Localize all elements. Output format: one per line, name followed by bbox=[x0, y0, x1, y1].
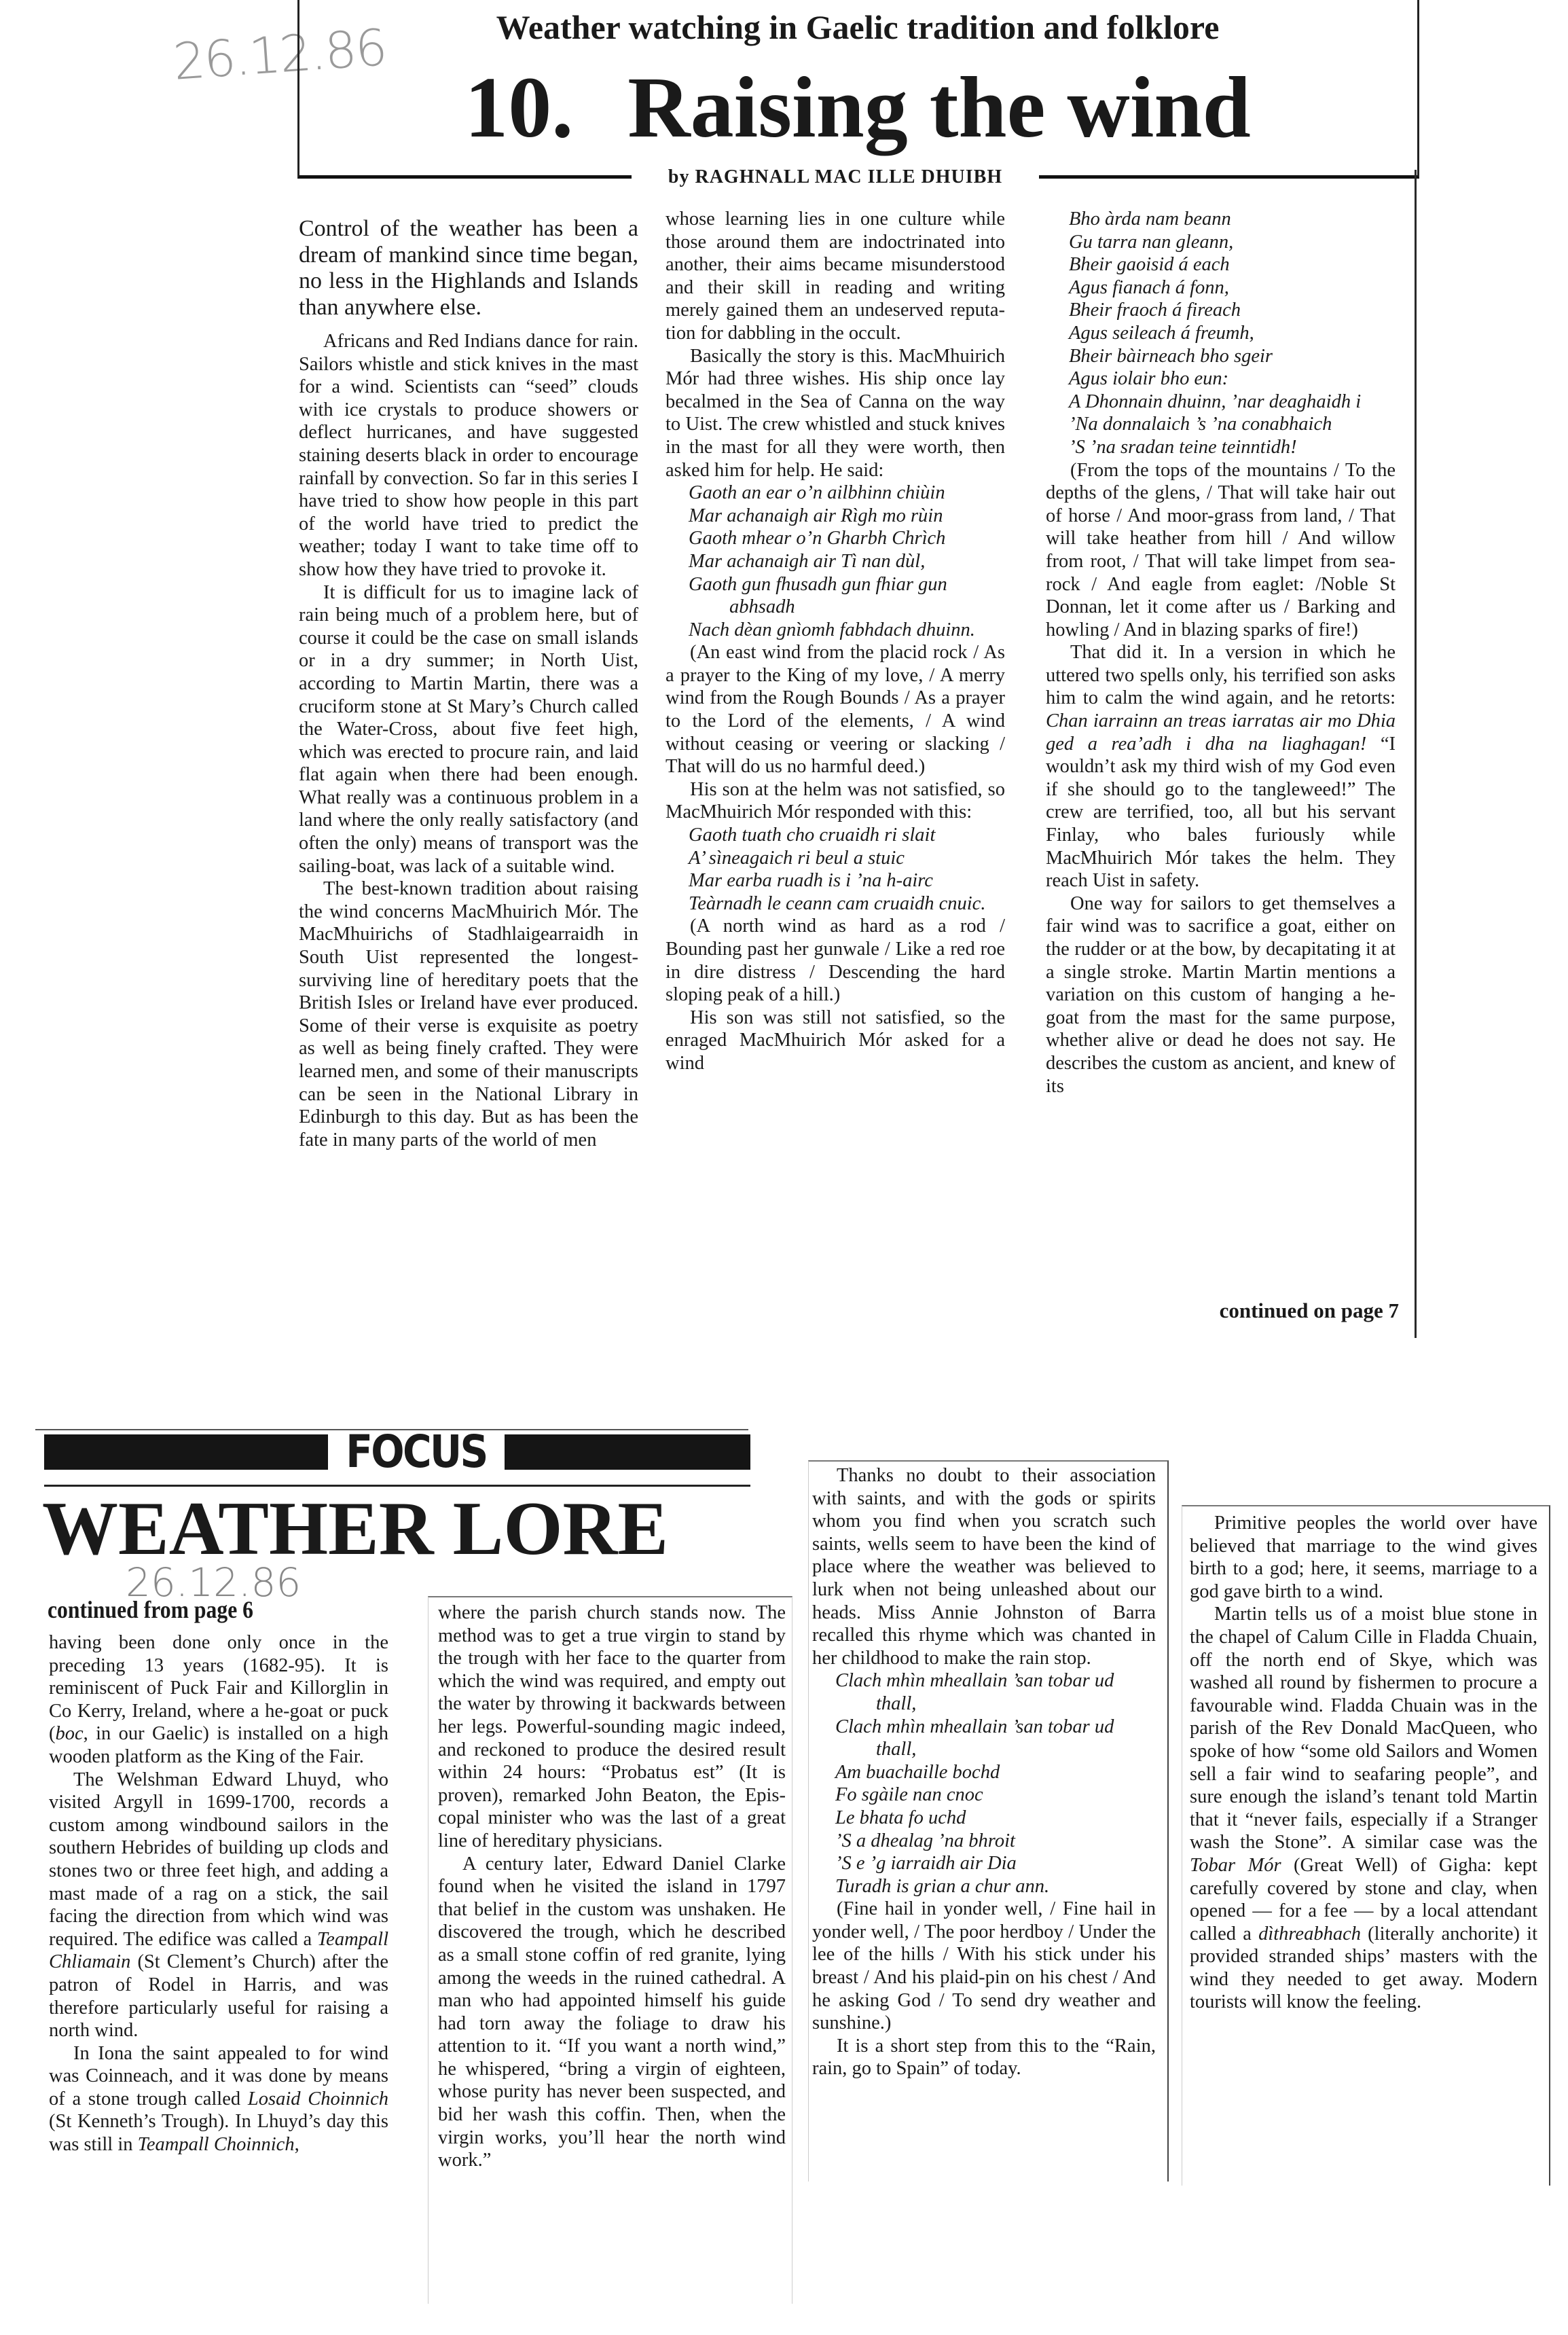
paragraph: (An east wind from the placid rock / As a prayer to the King of my love, / A merry wind from the Rough Bounds / As a prayer to the Lord of the elements, / A wind without ceasing or veering or slacking / That will do us no harmful deed.) bbox=[666, 642, 1005, 778]
paragraph: The best-known tradition about raising the wind concerns MacMhuirich Mór. The MacMhuirichs of Stadhlaigearraidh in South Uist represented the longest-surviving line of hereditary poets that the British Isles or Ireland have ever produced. Some of their verse is exquisite as poetry as well as being finely crafted. They were learned men, and some of their manuscripts can be seen in the National Library in Edinburgh to this day. But as has been the fate in many parts of the world of men bbox=[299, 878, 638, 1151]
paragraph: whose learning lies in one culture while those around them are indoctrinated into another, their aims became misunderstood and their skill in reading and writing merely gained them an undeserved reputation for dabbling in the occult. bbox=[666, 209, 1005, 344]
verse-line: Gu tarra nan gleann, bbox=[1069, 231, 1234, 253]
verse-line: Clach mhìn mheallain ’san tobar ud thall, bbox=[835, 1670, 1114, 1714]
verse-line: Bho àrda nam beann bbox=[1069, 209, 1231, 230]
verse-line: ’S ’na sradan teine teinntidh! bbox=[1069, 436, 1297, 458]
focus-bar-right bbox=[505, 1434, 750, 1470]
paragraph: Africans and Red Indians dance for rain. Sailors whistle and stick knives in the mast for a wind. Scientists can “seed” clouds with ice crystals to produce showers or deflect hurricanes, and have suggested staining deserts black in order to encourage rainfall by convection. So far in this series I have tried to show how people in this part of the world have tried to predict the weather; today I want to take time off to show how they have tried to provoke it. bbox=[299, 331, 638, 580]
headline bbox=[297, 60, 1418, 155]
paragraph: (From the tops of the mountains / To the depths of the glens, / That will take hair out of horse / And moor-grass from land, / That will take heather from hill / And willow from root, / That will take limpet from sea-rock / And eagle from eaglet: /Noble St Donnan, let it come after us / Barking and howling / And in blazing sparks of fire!) bbox=[1046, 459, 1396, 640]
headline-number: 10. bbox=[464, 59, 574, 156]
focus-bar bbox=[44, 1426, 750, 1478]
verse-line: Fo sgàile nan cnoc bbox=[835, 1784, 983, 1806]
top-column-1 bbox=[299, 216, 638, 1151]
paragraph bbox=[49, 1769, 388, 2042]
paragraph: A century later, Edward Daniel Clarke found when he visited the island in 1797 that belief in the custom was unshaken. He discovered the trough, which he described as a small stone coffin of red granite, lying among the weeds in the ruined cathedral. A man who had appointed himself his guide had torn away the foliage to draw his attention to it. “If you want a north wind,” he whispered, “bring a virgin of eighteen, whose purity has never been suspected, and bid her wash this coffin. Then, when the virgin works, you’ll hear the north wind work.” bbox=[438, 1853, 786, 2171]
text: (St Kenneth’s Trough). In Lhuyd’s day this was still in bbox=[49, 2111, 388, 2156]
section-headline: WEATHER LORE bbox=[42, 1487, 669, 1571]
verse-line: ’S e ’g iarraidh air Dia bbox=[835, 1853, 1017, 1875]
verse-line: Le bhata fo uchd bbox=[835, 1807, 966, 1828]
text: In Iona the saint appealed to for wind was Coinneach, and it was done by means of a stone trough called bbox=[49, 2042, 388, 2110]
verse-line: Mar earba ruadh is i ’na h-airc bbox=[689, 870, 933, 892]
italic-term: Losaid Choinnich bbox=[247, 2088, 389, 2110]
paragraph: Thanks no doubt to their association with saints, and with the gods or spirits whom you find when you scratch such saints, wells seem to have been the kind of place where the weather was believed to lurk when not being unleashed about our heads. Miss Annie Johnston of Barra recalled this rhyme which was chanted in her childhood to make the rain stop. bbox=[812, 1465, 1156, 1669]
paragraph: (Fine hail in yonder well, / Fine hail in yonder well, / The poor herdboy / Under the lee of the hills / With his stick under his breast / And his plaid-pin on his chest / And he asking God / To send dry weather and sunshine.) bbox=[812, 1898, 1156, 2034]
paragraph: (A north wind as hard as a rod / Bounding past her gunwale / Like a red roe in dire distress / Descending the hard sloping peak of a hill.) bbox=[666, 916, 1005, 1006]
verse-line: Mar achanaigh air Rìgh mo rùin bbox=[689, 505, 943, 526]
text: (St Clement’s Church) after the patron of Rodel in Harris, and was therefore particularly useful for raising a north wind. bbox=[49, 1951, 388, 2042]
continued-on-label: continued on page 7 bbox=[1219, 1299, 1399, 1322]
paragraph: His son was still not satisfied, so the enraged MacMhuirich Mór asked for a wind bbox=[666, 1007, 1005, 1074]
paragraph bbox=[49, 2042, 388, 2156]
verse-line: ’S a dhealag ’na bhroit bbox=[835, 1830, 1015, 1851]
gaelic-verse bbox=[812, 1669, 1156, 1898]
italic-term: dìthreabhach bbox=[1258, 1923, 1361, 1944]
text: “I wouldn’t ask my third wish of my God even if she should go to the tangleweed!” The crew are terrified, too, all but his servant Finlay, who bales furiously while MacMhuirich Mór takes the helm. They reach Uist in safety. bbox=[1046, 733, 1396, 892]
focus-label: FOCUS bbox=[346, 1426, 487, 1478]
handwritten-date: 26.12.86 bbox=[126, 1559, 302, 1606]
italic-term: Teampall Choinnich bbox=[137, 2134, 295, 2156]
bottom-column-1 bbox=[49, 1631, 388, 2156]
text: That did it. In a version in which he uttered two spells only, his terrified son asks him to calm the wind again, and he retorts: bbox=[1046, 642, 1396, 709]
handwritten-date: 26.12.86 bbox=[171, 18, 388, 92]
paragraph: One way for sailors to get themselves a fair wind was to sacrifice a goat, either on the rudder or at the bow, by decapitating it at a single stroke. Martin Martin mentions a variation on this custom of hanging a he-goat from the mast for the same purpose, whether alive or dead he does not say. He describes the custom as ancient, and knew of its bbox=[1046, 892, 1396, 1097]
paragraph: His son at the helm was not satisfied, so MacMhuirich Mór responded with this: bbox=[666, 778, 1005, 823]
verse-line: ’Na donnalaich ’s ’na conabhaich bbox=[1069, 414, 1332, 435]
bottom-column-4 bbox=[1190, 1512, 1537, 2014]
paragraph: Basically the story is this. MacMhuirich Mór had three wishes. His ship once lay becalmed in the Sea of Canna on the way to Uist. The crew whistled and stuck knives in the mast for all they were worth, then asked him for help. He said: bbox=[666, 345, 1005, 481]
paragraph: It is a short step from this to the “Rain, rain, go to Spain” of today. bbox=[812, 2035, 1156, 2080]
italic-term: Teampall Chliamain bbox=[49, 1928, 388, 1973]
text: , bbox=[294, 2134, 299, 2156]
column-rule bbox=[1415, 170, 1417, 1338]
verse-line: Gaoth mhear o’n Gharbh Chrìch bbox=[689, 528, 946, 549]
paragraph bbox=[1046, 641, 1396, 892]
gaelic-verse bbox=[666, 824, 1005, 915]
verse-line: Gaoth an ear o’n ailbhinn chiùin bbox=[689, 482, 945, 504]
italic-term: Tobar Mór bbox=[1190, 1854, 1281, 1876]
verse-line: A’ sìneagaich ri beul a stuic bbox=[689, 847, 905, 869]
top-column-2 bbox=[666, 208, 1005, 1075]
headline-text: Raising the wind bbox=[627, 59, 1251, 156]
text: Martin tells us of a moist blue stone in the chapel of Calum Cille in Fladda Chuain, off the north end of Skye, which was washed all round by fishermen to procure a favourable wind. Fladda Chuain was in the parish of the Rev Donald MacQueen, who spoke of how “some old Sailors and Women sell a fair wind to seafaring people”, and sure enough the island’s tenant told Martin that it “never fails, especially if a Stranger wash the Stone”. A similar case was the bbox=[1190, 1604, 1537, 1853]
paragraph: Primitive peoples the world over have believed that marriage to the wind gives birth to a god; here, it seems, marriage to a god gave birth to a wind. bbox=[1190, 1513, 1537, 1602]
verse-line: Mar achanaigh air Tì nan dùl, bbox=[689, 550, 926, 572]
verse-line: Bheir fraoch á fireach bbox=[1069, 300, 1241, 321]
top-column-3 bbox=[1046, 208, 1396, 1098]
verse-line: Agus iolair bho eun: bbox=[1069, 368, 1229, 390]
bottom-column-2 bbox=[438, 1601, 786, 2172]
verse-line: Teàrnadh le ceann cam cruaidh cnuic. bbox=[689, 892, 986, 914]
byline: by RAGHNALL MAC ILLE DHUIBH bbox=[632, 166, 1039, 189]
paragraph: It is difficult for us to imagine lack of rain being much of a problem here, but of course it could be the case on small islands or in a dry summer; in North Uist, according to Martin Martin, there was a cruciform stone at St Mary’s Church called the Water-Cross, about five feet high, which was erected to procure rain, and laid flat again when there had been enough. What really was a continuous problem in a land where the only really satisfactory (and often the only) means of transport was the sailing-boat, was lack of a suitable wind. bbox=[299, 581, 638, 877]
lead-paragraph: Control of the weather has been a dream of mankind since time began, no less in the Highlands and Islands than anywhere else. bbox=[299, 216, 638, 320]
text: (Great Well) of Gigha: kept carefully covered by stone and clay, when opened — for a fee — by a local attendant called a bbox=[1190, 1854, 1537, 1944]
verse-line: Nach dèan gnìomh fabhdach dhuinn. bbox=[689, 619, 975, 640]
verse-line: A Dhonnain dhuinn, ’nar deaghaidh i bbox=[1069, 391, 1362, 412]
verse-line: Agus seileach á freumh, bbox=[1069, 322, 1254, 344]
verse-line: Bheir bàirneach bho sgeir bbox=[1069, 345, 1273, 367]
text: The Welshman Edward Lhuyd, who visited Argyll in 1699-1700, records a custom among windbound sailors in the southern Hebrides of building up clods and stones two or three feet high, and adding a mast made of a rag on a stick, the sail facing the direction from which wind was required. The edifice was called a bbox=[49, 1769, 388, 1950]
verse-line: Agus fianach á fonn, bbox=[1069, 276, 1229, 298]
series-title: Weather watching in Gaelic tradition and folklore bbox=[496, 8, 1220, 46]
focus-bar-left bbox=[44, 1434, 328, 1470]
text: (literally anchorite) it provided stranded ships’ masters with the wind they needed to get away. Modern tourists will know the feeling. bbox=[1190, 1923, 1538, 2013]
paragraph: where the parish church stands now. The method was to get a true virgin to stand by the trough with her face to the quarter from which the wind was required, and empty out the water by throwing it backwards between her legs. Powerful-sounding magic indeed, and reckoned to produce the desired result within 24 hours: “Probatus est” (It is proven), remarked John Beaton, the Episcopal minister who was the last of a great line of hereditary physicians. bbox=[438, 1602, 786, 1851]
paragraph bbox=[1190, 1603, 1537, 2014]
verse-line: Clach mhìn mheallain ’san tobar ud thall, bbox=[835, 1716, 1114, 1760]
italic-term: boc bbox=[55, 1723, 84, 1745]
bottom-column-3 bbox=[812, 1464, 1156, 2080]
gaelic-quote: Chan iarrainn an treas iarratas air mo Dhia ged a rea’adh i dha na liaghagan! bbox=[1046, 710, 1396, 755]
text: , in our Gaelic) is installed on a high wooden platform as the King of the Fair. bbox=[49, 1723, 388, 1767]
verse-line: Am buachaille bochd bbox=[835, 1761, 1000, 1783]
verse-line: Turadh is grian a chur ann. bbox=[835, 1875, 1050, 1897]
text: having been done only once in the preceding 13 years (1682-95). It is reminiscent of Puck Fair and Killorglin in Co Kerry, Ireland, where a he-goat or puck ( bbox=[49, 1632, 388, 1745]
gaelic-verse bbox=[1046, 208, 1396, 459]
verse-line: Gaoth gun fhusadh gun fhiar gun abhsadh bbox=[689, 573, 947, 618]
continued-from-label: continued from page 6 bbox=[48, 1596, 254, 1623]
verse-line: Bheir gaoisid á each bbox=[1069, 254, 1230, 276]
verse-line: Gaoth tuath cho cruaidh ri slait bbox=[689, 825, 936, 846]
gaelic-verse bbox=[666, 482, 1005, 641]
paragraph bbox=[49, 1631, 388, 1769]
